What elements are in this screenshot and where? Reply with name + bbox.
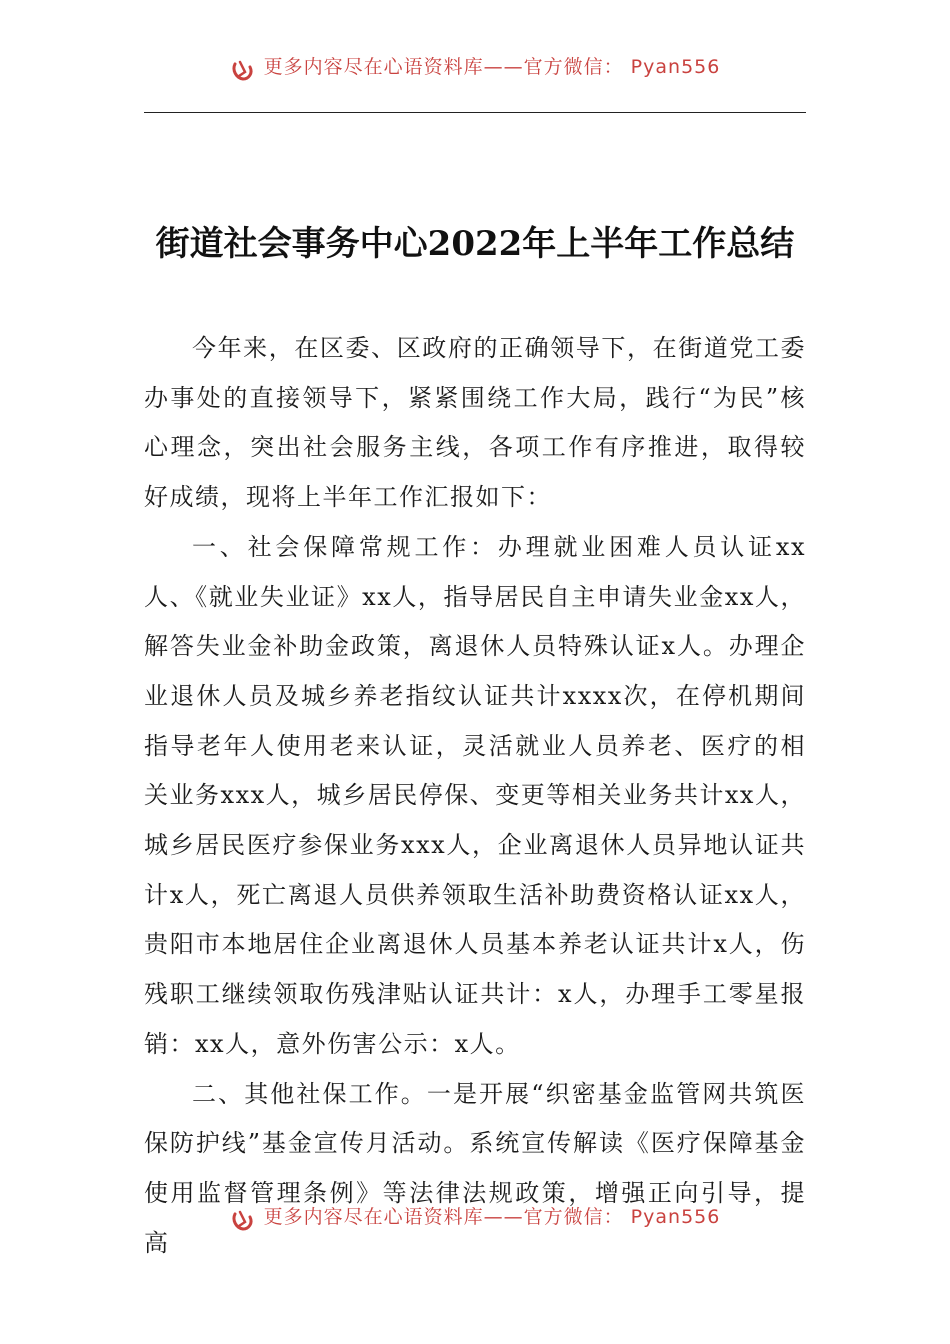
- header-banner-text: 更多内容尽在心语资料库——官方微信： Pyan556: [263, 56, 721, 78]
- document-body: [144, 324, 806, 1268]
- header-divider: [144, 112, 806, 113]
- paragraph-other-social-security: 二、其他社保工作。一是开展“织密基金监管网共筑医保防护线”基金宣传月活动。系统宣传解读《医疗保障基金使用监督管理条例》等法律法规政策，增强正向引导，提高: [144, 1079, 806, 1257]
- footer-banner-text: 更多内容尽在心语资料库——官方微信： Pyan556: [263, 1206, 721, 1228]
- paragraph-social-security-routine: 一、社会保障常规工作：办理就业困难人员认证xx人、《就业失业证》xx人，指导居民自主申请失业金xx人，解答失业金补助金政策，离退休人员特殊认证x人。办理企业退休人员及城乡养老指纹认证共计xxxx次，在停机期间指导老年人使用老来认证，灵活就业人员养老、医疗的相关业务xxx人，城乡居民停保、变更等相关业务共计xx人，城乡居民医疗参保业务xxx人，企业离退休人员异地认证共计x人，死亡离退人员供养领取生活补助费资格认证xx人，贵阳市本地居住企业离退休人员基本养老认证共计x人，伤残职工继续领取伤残津贴认证共计：x人，办理手工零星报销：xx人，意外伤害公示：x人。: [144, 532, 806, 1058]
- brand-logo-icon: [230, 58, 256, 84]
- footer-banner: [0, 1206, 950, 1236]
- header-banner: [0, 56, 950, 86]
- document-title: 街道社会事务中心2022年上半年工作总结: [155, 224, 795, 264]
- brand-logo-icon: [230, 1208, 256, 1234]
- paragraph-intro: 今年来，在区委、区政府的正确领导下，在街道党工委办事处的直接领导下，紧紧围绕工作大局，践行“为民”核心理念，突出社会服务主线，各项工作有序推进，取得较好成绩，现将上半年工作汇报如下：: [144, 334, 806, 512]
